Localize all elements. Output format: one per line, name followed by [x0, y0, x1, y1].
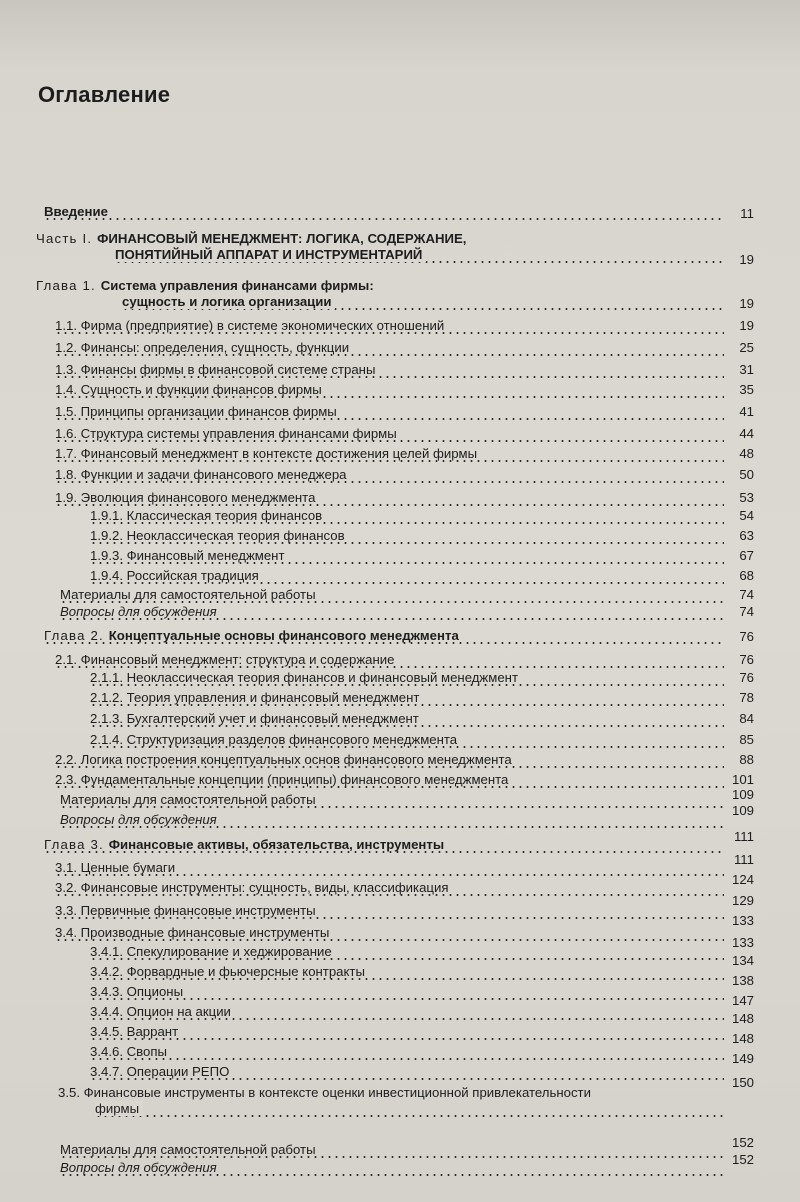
entry-title: Концептуальные основы финансового менеджмента — [108, 628, 459, 643]
page-number: 148 — [731, 1031, 754, 1046]
page-number: 109 — [731, 803, 754, 818]
page-number: 44 — [739, 426, 754, 441]
page-number: 48 — [739, 446, 754, 461]
page-number: 124 — [731, 872, 754, 887]
entry-title: 1.4. Сущность и функции финансов фирмы — [55, 382, 322, 397]
list-item — [0, 426, 800, 446]
page-number: 50 — [739, 467, 754, 482]
list-item — [0, 829, 800, 857]
entry-title: 1.7. Финансовый менеджмент в контексте достижения целей фирмы — [55, 446, 478, 461]
entry-title-continued: ПОНЯТИЙНЫЙ АППАРАТ И ИНСТРУМЕНТАРИЙ — [115, 247, 426, 262]
page-number: 19 — [739, 296, 754, 311]
entry-title: Вопросы для обсуждения — [60, 1160, 217, 1175]
list-item — [0, 652, 800, 672]
page-title: Оглавление — [38, 82, 171, 107]
page-number: 111 — [733, 852, 754, 867]
entry-title: Вопросы для обсуждения — [60, 604, 217, 619]
page-number: 134 — [731, 953, 754, 968]
list-item — [0, 772, 800, 792]
entry-title: Материалы для самостоятельной работы — [60, 792, 316, 807]
entry-title: Материалы для самостоятельной работы — [60, 1142, 316, 1157]
page-number: 67 — [739, 548, 754, 563]
entry-title-continued: фирмы — [95, 1101, 143, 1116]
page-number: 19 — [739, 318, 754, 333]
entry-title: Система управления финансами фирмы: — [100, 278, 374, 293]
list-item — [0, 670, 800, 690]
list-item — [0, 204, 800, 224]
entry-title: 3.4.3. Опционы — [90, 984, 184, 999]
entry-title: Материалы для самостоятельной работы — [60, 587, 316, 602]
list-item — [0, 993, 800, 1024]
entry-title: 3.4.7. Операции РЕПО — [90, 1064, 230, 1079]
entry-title: 2.1. Финансовый менеджмент: структура и содержание — [55, 652, 395, 667]
list-item — [0, 548, 800, 568]
entry-prefix: Глава 3. — [44, 837, 109, 852]
entry-title: ФИНАНСОВЫЙ МЕНЕДЖМЕНТ: ЛОГИКА, СОДЕРЖАНИЕ, — [97, 231, 467, 246]
page-number: 68 — [739, 568, 754, 583]
list-item — [0, 752, 800, 772]
page-number: 31 — [739, 362, 754, 377]
entry-title: 3.4. Производные финансовые инструменты — [55, 925, 330, 940]
list-item — [0, 568, 800, 588]
entry-title: 3.4.1. Спекулирование и хеджирование — [90, 944, 332, 959]
entry-title: Финансовые активы, обязательства, инструменты — [108, 837, 445, 852]
entry-title: Введение — [44, 204, 108, 219]
entry-title: 1.9.2. Неоклассическая теория финансов — [90, 528, 345, 543]
page-number: 133 — [731, 913, 754, 928]
page-number: 63 — [739, 528, 754, 543]
entry-title: 2.1.3. Бухгалтерский учет и финансовый менеджмент — [90, 711, 419, 726]
list-item — [0, 852, 800, 880]
list-item — [0, 1075, 800, 1125]
list-item — [0, 690, 800, 710]
page-number: 150 — [731, 1075, 754, 1090]
entry-title: 2.2. Логика построения концептуальных основ финансового менеджмента — [55, 752, 512, 767]
entry-title: 3.4.4. Опцион на акции — [90, 1004, 231, 1019]
page-number: 111 — [733, 829, 754, 844]
entry-title: 1.9.3. Финансовый менеджмент — [90, 548, 285, 563]
entry-title: 1.2. Финансы: определения, сущность, функции — [55, 340, 350, 355]
entry-title: 3.5. Финансовые инструменты в контексте оценки инвестиционной привлекательности — [58, 1085, 591, 1100]
page-number: 76 — [739, 652, 754, 667]
list-item — [0, 935, 800, 964]
page-number: 74 — [739, 604, 754, 619]
list-item — [0, 490, 800, 510]
entry-title: 1.6. Структура системы управления финансами фирмы — [55, 426, 397, 441]
entry-prefix: Глава 1. — [36, 278, 101, 293]
entry-title: 3.3. Первичные финансовые инструменты — [55, 903, 316, 918]
list-item — [0, 528, 800, 548]
list-item — [0, 231, 800, 271]
list-item — [0, 278, 800, 318]
entry-title: 2.1.4. Структуризация разделов финансового менеджмента — [90, 732, 458, 747]
list-item — [0, 340, 800, 360]
page-number: 149 — [731, 1051, 754, 1066]
list-item — [0, 732, 800, 752]
list-item — [0, 711, 800, 731]
list-item — [0, 1135, 800, 1162]
page-number: 74 — [739, 587, 754, 602]
page-number: 88 — [739, 752, 754, 767]
list-item — [0, 628, 800, 648]
entry-title: 3.1. Ценные бумаги — [55, 860, 176, 875]
list-item — [0, 1152, 800, 1180]
page-number: 19 — [739, 252, 754, 267]
entry-title: 3.4.5. Варрант — [90, 1024, 179, 1039]
page-number: 147 — [731, 993, 754, 1008]
entry-title: 1.5. Принципы организации финансов фирмы — [55, 404, 337, 419]
entry-title: 1.9.4. Российская традиция — [90, 568, 259, 583]
list-item — [0, 404, 800, 424]
page-number: 11 — [740, 206, 754, 221]
entry-prefix: Часть I. — [36, 231, 98, 246]
list-item — [0, 382, 800, 402]
page-number: 53 — [739, 490, 754, 505]
entry-title: 2.3. Фундаментальные концепции (принципы) финансового менеджмента — [55, 772, 509, 787]
page-number: 152 — [731, 1135, 754, 1150]
page-number: 109 — [731, 787, 754, 802]
list-item — [0, 953, 800, 984]
list-item — [0, 362, 800, 382]
entry-title: 2.1.2. Теория управления и финансовый менеджмент — [90, 690, 420, 705]
page-number: 148 — [731, 1011, 754, 1026]
page-number: 25 — [739, 340, 754, 355]
page-number: 78 — [739, 690, 754, 705]
page-number: 84 — [739, 711, 754, 726]
entry-prefix: Глава 2. — [44, 628, 109, 643]
list-item — [0, 872, 800, 900]
page-number: 54 — [739, 508, 754, 523]
page-number: 85 — [739, 732, 754, 747]
entry-title: 2.1.1. Неоклассическая теория финансов и финансовый менеджмент — [90, 670, 518, 685]
page-number: 138 — [731, 973, 754, 988]
list-item — [0, 893, 800, 923]
entry-title: 3.4.6. Свопы — [90, 1044, 167, 1059]
page-number: 133 — [731, 935, 754, 950]
entry-title-continued: сущность и логика организации — [122, 294, 335, 309]
page-number: 76 — [739, 670, 754, 685]
page-number: 41 — [739, 404, 754, 419]
page-number: 101 — [731, 772, 754, 787]
list-item — [0, 604, 800, 624]
entry-title: 1.9. Эволюция финансового менеджмента — [55, 490, 316, 505]
entry-title: 1.9.1. Классическая теория финансов — [90, 508, 323, 523]
entry-title: 1.8. Функции и задачи финансового менеджера — [55, 467, 347, 482]
page-number: 152 — [731, 1152, 754, 1167]
page-number: 35 — [739, 382, 754, 397]
list-item — [0, 913, 800, 945]
list-item — [0, 318, 800, 338]
list-item — [0, 787, 800, 812]
list-item — [0, 803, 800, 832]
list-item — [0, 973, 800, 1004]
entry-title: 3.4.2. Форвардные и фьючерсные контракты — [90, 964, 365, 979]
entry-title: 1.1. Фирма (предприятие) в системе экономических отношений — [55, 318, 445, 333]
entry-title: 3.2. Финансовые инструменты: сущность, виды, классификация — [55, 880, 449, 895]
page-number: 129 — [731, 893, 754, 908]
list-item — [0, 446, 800, 466]
list-item — [0, 467, 800, 487]
list-item — [0, 508, 800, 528]
entry-title: Вопросы для обсуждения — [60, 812, 217, 827]
entry-title: 1.3. Финансы фирмы в финансовой системе страны — [55, 362, 376, 377]
page-number: 76 — [739, 629, 754, 644]
